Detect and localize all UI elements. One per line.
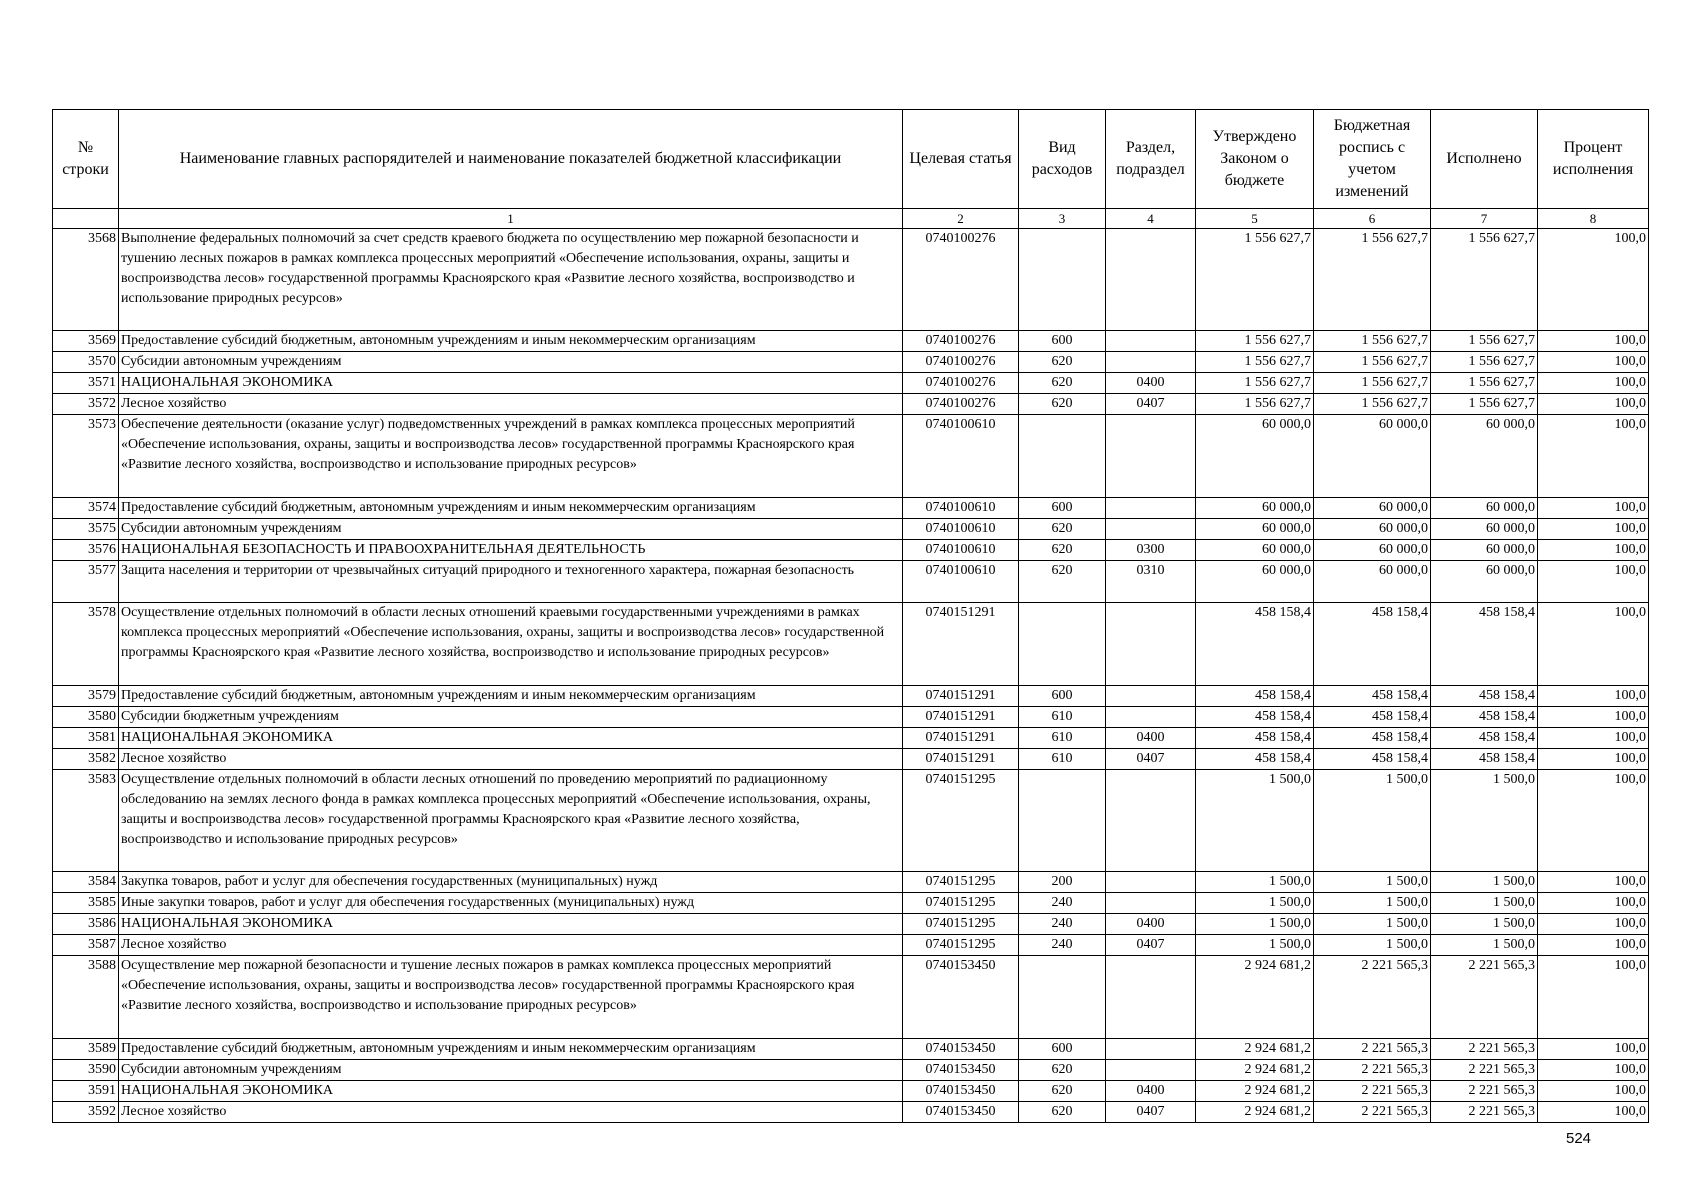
row-number: 3576 [53,540,119,561]
table-row [53,603,1649,686]
row-number: 3585 [53,893,119,914]
header-approved: Утверждено Законом о бюджете [1196,110,1314,209]
budget-execution-table [52,109,1649,1123]
section-code [1106,498,1196,519]
row-number: 3579 [53,686,119,707]
target-article: 0740151291 [903,749,1019,770]
table-row [53,1060,1649,1081]
header-expense-type: Вид расходов [1019,110,1106,209]
execution-percent: 100,0 [1538,394,1649,415]
expense-type: 600 [1019,498,1106,519]
target-article: 0740100610 [903,561,1019,603]
executed-amount: 1 500,0 [1431,914,1538,935]
section-code [1106,415,1196,498]
target-article: 0740151291 [903,603,1019,686]
approved-amount: 2 924 681,2 [1196,956,1314,1039]
row-number: 3581 [53,728,119,749]
approved-amount: 1 556 627,7 [1196,373,1314,394]
target-article: 0740151295 [903,914,1019,935]
table-row [53,686,1649,707]
budget-schedule-amount: 1 500,0 [1314,935,1431,956]
execution-percent: 100,0 [1538,872,1649,893]
expense-type: 620 [1019,373,1106,394]
section-code: 0407 [1106,749,1196,770]
row-number: 3584 [53,872,119,893]
header-executed: Исполнено [1431,110,1538,209]
row-name: Выполнение федеральных полномочий за счет средств краевого бюджета по осуществлению мер пожарной безопасности и тушению лесных пожаров в рамках комплекса процессных мероприятий «Обеспечение использования, охраны, защиты и воспроизводства лесов» государственной программы Красноярского края «Развитие лесного хозяйства, воспроизводство и использование природных ресурсов» [119,229,903,331]
approved-amount: 458 158,4 [1196,686,1314,707]
table-row [53,770,1649,872]
section-code [1106,352,1196,373]
execution-percent: 100,0 [1538,749,1649,770]
row-name: Обеспечение деятельности (оказание услуг) подведомственных учреждений в рамках комплекса процессных мероприятий «Обеспечение использования, охраны, защиты и воспроизводства лесов» государственной программы Красноярского края «Развитие лесного хозяйства, воспроизводство и использование природных ресурсов» [119,415,903,498]
execution-percent: 100,0 [1538,498,1649,519]
expense-type: 620 [1019,1081,1106,1102]
approved-amount: 458 158,4 [1196,728,1314,749]
row-number: 3582 [53,749,119,770]
section-code: 0400 [1106,728,1196,749]
section-code: 0400 [1106,373,1196,394]
expense-type: 600 [1019,331,1106,352]
row-name: НАЦИОНАЛЬНАЯ ЭКОНОМИКА [119,914,903,935]
expense-type: 620 [1019,352,1106,373]
approved-amount: 2 924 681,2 [1196,1081,1314,1102]
target-article: 0740153450 [903,1081,1019,1102]
execution-percent: 100,0 [1538,561,1649,603]
target-article: 0740153450 [903,956,1019,1039]
header-row [53,110,1649,209]
executed-amount: 1 556 627,7 [1431,394,1538,415]
target-article: 0740153450 [903,1039,1019,1060]
header-name: Наименование главных распорядителей и наименование показателей бюджетной классификации [119,110,903,209]
target-article: 0740151295 [903,770,1019,872]
column-number: 7 [1431,209,1538,229]
expense-type: 240 [1019,893,1106,914]
target-article: 0740100610 [903,540,1019,561]
approved-amount: 1 500,0 [1196,893,1314,914]
section-code [1106,229,1196,331]
budget-schedule-amount: 2 221 565,3 [1314,1060,1431,1081]
expense-type: 610 [1019,749,1106,770]
approved-amount: 1 556 627,7 [1196,352,1314,373]
row-name: Осуществление отдельных полномочий в области лесных отношений по проведению мероприятий по радиационному обследованию на землях лесного фонда в рамках комплекса процессных мероприятий «Обеспечение использования, охраны, защиты и воспроизводства лесов» государственной программы Красноярского края «Развитие лесного хозяйства, воспроизводство и использование природных ресурсов» [119,770,903,872]
target-article: 0740151295 [903,872,1019,893]
column-number: 4 [1106,209,1196,229]
executed-amount: 1 556 627,7 [1431,352,1538,373]
executed-amount: 1 500,0 [1431,770,1538,872]
column-number: 2 [903,209,1019,229]
execution-percent: 100,0 [1538,1060,1649,1081]
executed-amount: 1 556 627,7 [1431,373,1538,394]
approved-amount: 60 000,0 [1196,540,1314,561]
row-name: Осуществление мер пожарной безопасности и тушение лесных пожаров в рамках комплекса процессных мероприятий «Обеспечение использования, охраны, защиты и воспроизводства лесов» государственной программы Красноярского края «Развитие лесного хозяйства, воспроизводство и использование природных ресурсов» [119,956,903,1039]
row-name: Предоставление субсидий бюджетным, автономным учреждениям и иным некоммерческим организациям [119,1039,903,1060]
budget-schedule-amount: 2 221 565,3 [1314,1081,1431,1102]
row-name: Осуществление отдельных полномочий в области лесных отношений краевыми государственными учреждениями в рамках комплекса процессных мероприятий «Обеспечение использования, охраны, защиты и воспроизводства лесов» государственной программы Красноярского края «Развитие лесного хозяйства, воспроизводство и использование природных ресурсов» [119,603,903,686]
approved-amount: 458 158,4 [1196,707,1314,728]
row-name: Иные закупки товаров, работ и услуг для обеспечения государственных (муниципальных) нужд [119,893,903,914]
executed-amount: 1 500,0 [1431,935,1538,956]
budget-schedule-amount: 60 000,0 [1314,540,1431,561]
executed-amount: 2 221 565,3 [1431,956,1538,1039]
approved-amount: 1 556 627,7 [1196,229,1314,331]
table-row [53,893,1649,914]
row-name: Предоставление субсидий бюджетным, автономным учреждениям и иным некоммерческим организациям [119,498,903,519]
section-code: 0310 [1106,561,1196,603]
table-row [53,540,1649,561]
row-name: НАЦИОНАЛЬНАЯ ЭКОНОМИКА [119,373,903,394]
row-name: НАЦИОНАЛЬНАЯ ЭКОНОМИКА [119,728,903,749]
row-name: Лесное хозяйство [119,394,903,415]
row-number: 3577 [53,561,119,603]
table-row [53,331,1649,352]
approved-amount: 458 158,4 [1196,603,1314,686]
execution-percent: 100,0 [1538,415,1649,498]
executed-amount: 60 000,0 [1431,561,1538,603]
table-row [53,1039,1649,1060]
expense-type: 620 [1019,519,1106,540]
execution-percent: 100,0 [1538,956,1649,1039]
executed-amount: 1 556 627,7 [1431,229,1538,331]
execution-percent: 100,0 [1538,893,1649,914]
row-number: 3569 [53,331,119,352]
table-body [53,229,1649,1123]
execution-percent: 100,0 [1538,1081,1649,1102]
row-number: 3578 [53,603,119,686]
row-name: НАЦИОНАЛЬНАЯ БЕЗОПАСНОСТЬ И ПРАВООХРАНИТЕЛЬНАЯ ДЕЯТЕЛЬНОСТЬ [119,540,903,561]
expense-type: 620 [1019,1060,1106,1081]
execution-percent: 100,0 [1538,229,1649,331]
approved-amount: 1 500,0 [1196,935,1314,956]
row-number: 3589 [53,1039,119,1060]
header-section: Раздел, подраздел [1106,110,1196,209]
executed-amount: 458 158,4 [1431,749,1538,770]
row-name: Защита населения и территории от чрезвычайных ситуаций природного и техногенного характера, пожарная безопасность [119,561,903,603]
target-article: 0740151291 [903,686,1019,707]
budget-schedule-amount: 458 158,4 [1314,686,1431,707]
row-name: НАЦИОНАЛЬНАЯ ЭКОНОМИКА [119,1081,903,1102]
table-row [53,956,1649,1039]
row-name: Закупка товаров, работ и услуг для обеспечения государственных (муниципальных) нужд [119,872,903,893]
row-number: 3570 [53,352,119,373]
column-number: 5 [1196,209,1314,229]
column-number-empty [53,209,119,229]
section-code [1106,603,1196,686]
budget-schedule-amount: 2 221 565,3 [1314,1039,1431,1060]
budget-schedule-amount: 1 500,0 [1314,872,1431,893]
row-number: 3573 [53,415,119,498]
approved-amount: 60 000,0 [1196,561,1314,603]
row-number: 3571 [53,373,119,394]
row-number: 3580 [53,707,119,728]
expense-type [1019,229,1106,331]
approved-amount: 60 000,0 [1196,498,1314,519]
header-budget-schedule: Бюджетная роспись с учетом изменений [1314,110,1431,209]
executed-amount: 60 000,0 [1431,540,1538,561]
execution-percent: 100,0 [1538,603,1649,686]
table-row [53,749,1649,770]
approved-amount: 1 500,0 [1196,872,1314,893]
executed-amount: 60 000,0 [1431,498,1538,519]
row-number: 3568 [53,229,119,331]
row-number: 3572 [53,394,119,415]
table-row [53,728,1649,749]
executed-amount: 60 000,0 [1431,415,1538,498]
expense-type: 620 [1019,1102,1106,1123]
row-number: 3587 [53,935,119,956]
section-code [1106,686,1196,707]
column-number: 1 [119,209,903,229]
approved-amount: 458 158,4 [1196,749,1314,770]
row-number: 3591 [53,1081,119,1102]
executed-amount: 1 556 627,7 [1431,331,1538,352]
approved-amount: 60 000,0 [1196,415,1314,498]
target-article: 0740100276 [903,352,1019,373]
target-article: 0740151291 [903,707,1019,728]
section-code [1106,1039,1196,1060]
target-article: 0740100276 [903,331,1019,352]
budget-schedule-amount: 1 556 627,7 [1314,229,1431,331]
budget-schedule-amount: 2 221 565,3 [1314,1102,1431,1123]
expense-type: 610 [1019,728,1106,749]
row-number: 3592 [53,1102,119,1123]
column-number: 8 [1538,209,1649,229]
table-row [53,394,1649,415]
section-code [1106,956,1196,1039]
row-name: Субсидии автономным учреждениям [119,352,903,373]
approved-amount: 1 556 627,7 [1196,394,1314,415]
expense-type: 240 [1019,935,1106,956]
budget-schedule-amount: 60 000,0 [1314,519,1431,540]
budget-schedule-amount: 1 556 627,7 [1314,352,1431,373]
target-article: 0740153450 [903,1102,1019,1123]
execution-percent: 100,0 [1538,707,1649,728]
section-code [1106,331,1196,352]
budget-schedule-amount: 458 158,4 [1314,603,1431,686]
execution-percent: 100,0 [1538,728,1649,749]
column-number: 6 [1314,209,1431,229]
executed-amount: 1 500,0 [1431,893,1538,914]
section-code [1106,707,1196,728]
row-number: 3586 [53,914,119,935]
executed-amount: 2 221 565,3 [1431,1102,1538,1123]
approved-amount: 2 924 681,2 [1196,1039,1314,1060]
approved-amount: 1 556 627,7 [1196,331,1314,352]
row-name: Лесное хозяйство [119,1102,903,1123]
budget-schedule-amount: 1 500,0 [1314,893,1431,914]
expense-type [1019,956,1106,1039]
execution-percent: 100,0 [1538,770,1649,872]
section-code: 0407 [1106,935,1196,956]
target-article: 0740151291 [903,728,1019,749]
execution-percent: 100,0 [1538,519,1649,540]
execution-percent: 100,0 [1538,373,1649,394]
execution-percent: 100,0 [1538,1039,1649,1060]
expense-type: 600 [1019,686,1106,707]
target-article: 0740100276 [903,373,1019,394]
header-row-number: № строки [53,110,119,209]
table-row [53,561,1649,603]
budget-schedule-amount: 60 000,0 [1314,415,1431,498]
row-name: Лесное хозяйство [119,935,903,956]
row-name: Субсидии автономным учреждениям [119,519,903,540]
section-code: 0407 [1106,1102,1196,1123]
table-row [53,415,1649,498]
budget-schedule-amount: 1 556 627,7 [1314,373,1431,394]
table-row [53,872,1649,893]
table-row [53,1102,1649,1123]
expense-type: 620 [1019,540,1106,561]
executed-amount: 2 221 565,3 [1431,1060,1538,1081]
executed-amount: 60 000,0 [1431,519,1538,540]
budget-schedule-amount: 60 000,0 [1314,498,1431,519]
budget-schedule-amount: 2 221 565,3 [1314,956,1431,1039]
row-number: 3575 [53,519,119,540]
expense-type [1019,603,1106,686]
approved-amount: 60 000,0 [1196,519,1314,540]
row-name: Предоставление субсидий бюджетным, автономным учреждениям и иным некоммерческим организациям [119,686,903,707]
header-percent: Процент исполнения [1538,110,1649,209]
approved-amount: 2 924 681,2 [1196,1102,1314,1123]
table-row [53,935,1649,956]
table-row [53,1081,1649,1102]
table-row [53,229,1649,331]
approved-amount: 1 500,0 [1196,770,1314,872]
budget-schedule-amount: 1 500,0 [1314,914,1431,935]
expense-type: 620 [1019,394,1106,415]
execution-percent: 100,0 [1538,914,1649,935]
expense-type: 200 [1019,872,1106,893]
execution-percent: 100,0 [1538,540,1649,561]
approved-amount: 2 924 681,2 [1196,1060,1314,1081]
section-code [1106,770,1196,872]
table-row [53,352,1649,373]
budget-schedule-amount: 458 158,4 [1314,707,1431,728]
expense-type [1019,770,1106,872]
execution-percent: 100,0 [1538,935,1649,956]
execution-percent: 100,0 [1538,1102,1649,1123]
expense-type: 620 [1019,561,1106,603]
section-code: 0407 [1106,394,1196,415]
table-row [53,519,1649,540]
execution-percent: 100,0 [1538,686,1649,707]
row-number: 3588 [53,956,119,1039]
executed-amount: 458 158,4 [1431,603,1538,686]
target-article: 0740100610 [903,415,1019,498]
budget-schedule-amount: 1 556 627,7 [1314,331,1431,352]
row-name: Предоставление субсидий бюджетным, автономным учреждениям и иным некоммерческим организациям [119,331,903,352]
target-article: 0740100276 [903,394,1019,415]
row-number: 3590 [53,1060,119,1081]
executed-amount: 458 158,4 [1431,686,1538,707]
table-row [53,914,1649,935]
target-article: 0740151295 [903,893,1019,914]
target-article: 0740100610 [903,498,1019,519]
expense-type [1019,415,1106,498]
header-target-article: Целевая статья [903,110,1019,209]
row-name: Субсидии бюджетным учреждениям [119,707,903,728]
section-code: 0400 [1106,1081,1196,1102]
table-row [53,373,1649,394]
section-code [1106,519,1196,540]
page-number: 524 [1566,1130,1592,1147]
row-number: 3574 [53,498,119,519]
row-name: Субсидии автономным учреждениям [119,1060,903,1081]
section-code: 0400 [1106,914,1196,935]
executed-amount: 458 158,4 [1431,707,1538,728]
target-article: 0740100610 [903,519,1019,540]
expense-type: 610 [1019,707,1106,728]
budget-schedule-amount: 458 158,4 [1314,749,1431,770]
executed-amount: 2 221 565,3 [1431,1081,1538,1102]
column-number: 3 [1019,209,1106,229]
target-article: 0740153450 [903,1060,1019,1081]
executed-amount: 1 500,0 [1431,872,1538,893]
target-article: 0740100276 [903,229,1019,331]
execution-percent: 100,0 [1538,331,1649,352]
approved-amount: 1 500,0 [1196,914,1314,935]
column-number-row [53,209,1649,229]
budget-schedule-amount: 60 000,0 [1314,561,1431,603]
section-code [1106,1060,1196,1081]
table-row [53,707,1649,728]
budget-schedule-amount: 1 500,0 [1314,770,1431,872]
section-code [1106,872,1196,893]
section-code: 0300 [1106,540,1196,561]
executed-amount: 458 158,4 [1431,728,1538,749]
execution-percent: 100,0 [1538,352,1649,373]
table-row [53,498,1649,519]
row-number: 3583 [53,770,119,872]
budget-schedule-amount: 458 158,4 [1314,728,1431,749]
executed-amount: 2 221 565,3 [1431,1039,1538,1060]
expense-type: 240 [1019,914,1106,935]
row-name: Лесное хозяйство [119,749,903,770]
target-article: 0740151295 [903,935,1019,956]
budget-schedule-amount: 1 556 627,7 [1314,394,1431,415]
section-code [1106,893,1196,914]
expense-type: 600 [1019,1039,1106,1060]
